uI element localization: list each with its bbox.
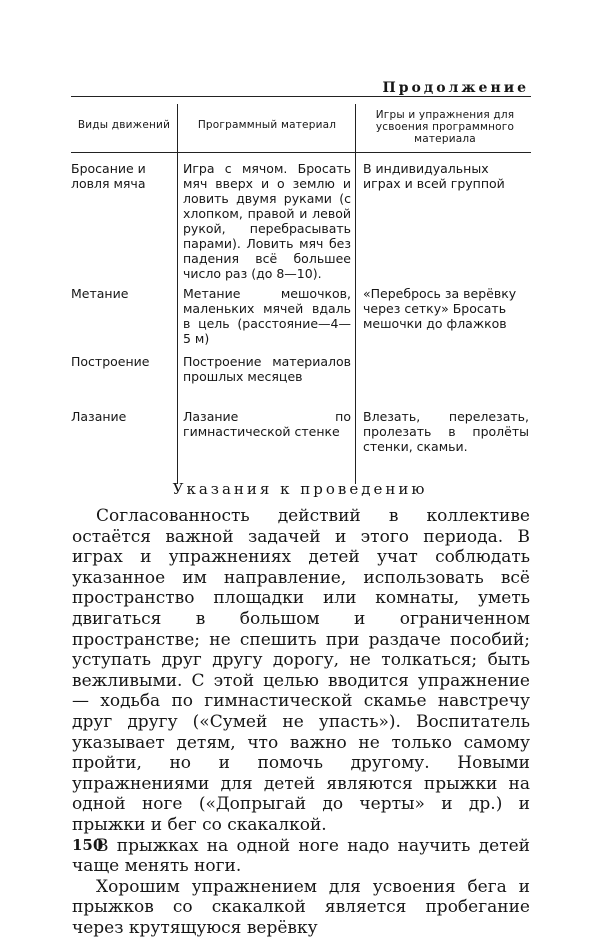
row4-material: Лазание по гимнастической стенке: [183, 409, 351, 439]
table-divider-2: [355, 104, 356, 484]
header-program: Программный материал: [197, 119, 337, 131]
table-top-rule: [71, 96, 531, 97]
row1-movement: Бросание и ловля мяча: [71, 161, 146, 191]
section-heading: Указания к проведению: [172, 480, 428, 498]
row2-material: Метание мешочков, маленьких мячей вдаль в цель (расстояние—4—5 м): [183, 286, 351, 346]
row2-movement: Метание: [71, 286, 129, 301]
header-games: Игры и упражнения для усвоения программного материала: [375, 109, 515, 145]
header-movements: Виды движений: [77, 119, 171, 131]
table-header-rule: [71, 152, 531, 153]
row3-movement: Построение: [71, 354, 150, 369]
page-number: 150: [72, 836, 104, 854]
paragraph-3: Хорошим упражнением для усвоения бега и прыжков со скакалкой является пробегание через крутящуюся верёвку: [72, 876, 530, 938]
row1-games: В индивидуальных играх и всей группой: [363, 161, 505, 191]
paragraph-2: В прыжках на одной ноге надо научить детей чаще менять ноги.: [72, 835, 530, 877]
continuation-label: Продолжение: [382, 80, 529, 96]
row3-material: Построение материалов прошлых месяцев: [183, 354, 351, 384]
row4-movement: Лазание: [71, 409, 127, 424]
row1-material: Игра с мячом. Бросать мяч вверх и о землю и ловить двумя руками (с хлопком, правой и левой рукой, перебрасывать парами). Ловить мяч без падения всё большее число раз (до 8—10).: [183, 161, 351, 281]
body-text: [72, 506, 530, 938]
row4-games: Влезать, перелезать, пролезать в пролёты стенки, скамьи.: [363, 409, 529, 454]
table-divider-1: [177, 104, 178, 484]
row2-games: «Перебрось за верёвку через сетку» Бросать мешочки до флажков: [363, 286, 517, 331]
paragraph-1: Согласованность действий в коллективе остаётся важной задачей и этого периода. В играх и упражнениях детей учат соблюдать указанное им направление, использовать всё пространство площадки или комнаты, уметь двигаться в большом и ограниченном пространстве; не спешить при раздаче пособий; уступать друг другу дорогу, не толкаться; быть вежливыми. С этой целью вводится упражнение — ходьба по гимнастической скамье навстречу друг другу («Сумей не упасть»). Воспитатель указывает детям, что важно не только самому пройти, но и помочь другому. Новыми упражнениями для детей являются прыжки на одной ноге («Допрыгай до черты» и др.) и прыжки и бег со скакалкой.: [72, 506, 530, 835]
